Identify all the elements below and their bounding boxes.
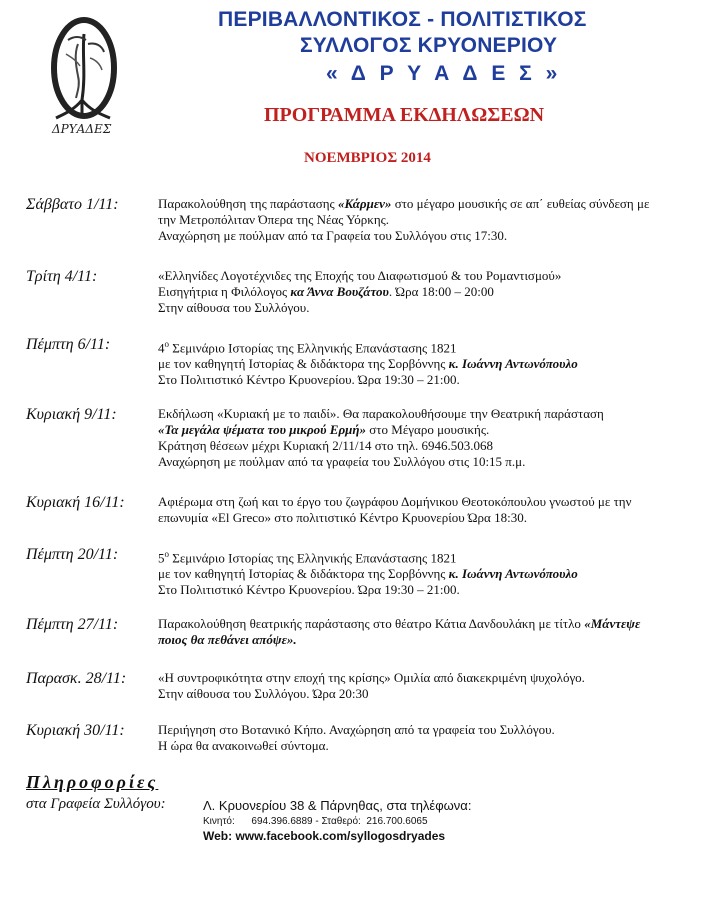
text: την Μετροπόλιταν Όπερα της Νέας Υόρκης. <box>158 212 390 227</box>
text-emphasis: «Κάρμεν» <box>337 196 392 211</box>
event-description <box>158 616 640 648</box>
text: Αναχώρηση με πούλμαν από τα Γραφεία του Συλλόγου στις 17:30. <box>158 228 508 243</box>
event-description <box>158 722 555 754</box>
text-emphasis: κα Άννα Βουζάτου <box>290 284 389 299</box>
text: Στην αίθουσα του Συλλόγου. <box>158 300 310 315</box>
text: Η ώρα θα ανακοινωθεί σύντομα. <box>158 738 329 753</box>
info-title: Πληροφορίες <box>26 772 159 792</box>
event-description <box>158 336 578 388</box>
text-emphasis: «Τα μεγάλα ψέματα του μικρού Ερμή» <box>158 422 367 437</box>
text: Εκδήλωση «Κυριακή με το παιδί». Θα παρακολουθήσουμε την Θεατρική παράσταση <box>158 406 604 421</box>
text-emphasis: κ. Ιωάννη Αντωνόπουλο <box>448 566 578 582</box>
info-phones: Κινητό: 694.396.6889 - Σταθερό: 216.700.6065 <box>203 816 428 827</box>
text: Στην αίθουσα του Συλλόγου. Ώρα 20:30 <box>158 686 369 701</box>
info-where: στα Γραφεία Συλλόγου: <box>26 796 166 812</box>
text-emphasis: ποιος θα πεθάνει απόψε». <box>158 632 297 647</box>
info-web-link[interactable]: Web: www.facebook.com/syllogosdryades <box>203 829 446 843</box>
text: Αφιέρωμα στη ζωή και το έργο του ζωγράφου Δομήνικου Θεοτοκόπουλου γνωστού με την <box>158 494 632 509</box>
text: Στο Πολιτιστικό Κέντρο Κρυονερίου. Ώρα 19:30 – 21:00. <box>158 372 460 388</box>
text: επωνυμία «El Greco» στο πολιτιστικό Κέντρο Κρυονερίου Ώρα 18:30. <box>158 510 527 525</box>
header-line-2: ΣΥΛΛΟΓΟΣ ΚΡΥΟΝΕΡΙΟΥ <box>300 34 558 57</box>
event-description <box>158 670 585 702</box>
event-date: Πέμπτη 6/11: <box>26 336 111 353</box>
event-date: Κυριακή 30/11: <box>26 722 125 739</box>
event-date: Παρασκ. 28/11: <box>26 670 127 687</box>
text: Σεμινάριο Ιστορίας της Ελληνικής Επανάστασης 1821 <box>169 340 457 356</box>
text: Εισηγήτρια η Φιλόλογος <box>158 284 291 299</box>
superscript: ο <box>164 339 169 349</box>
text: Παρακολούθηση θεατρικής παράστασης στο θέατρο Κάτια Δανδουλάκη με τίτλο <box>158 616 585 631</box>
text: . Ώρα 18:00 – 20:00 <box>388 284 494 299</box>
event-description <box>158 546 578 598</box>
text: «Ελληνίδες Λογοτέχνιδες της Εποχής του Διαφωτισμού & του Ρομαντισμού» <box>158 268 562 283</box>
event-description <box>158 494 631 526</box>
event-date: Κυριακή 16/11: <box>26 494 125 511</box>
text: Παρακολούθηση της παράστασης <box>158 196 338 211</box>
text: με τον καθηγητή Ιστορίας & διδάκτορα της Σορβόννης <box>158 356 449 372</box>
header-line-1: ΠΕΡΙΒΑΛΛΟΝΤΙΚΟΣ - ΠΟΛΙΤΙΣΤΙΚΟΣ <box>218 8 587 31</box>
text: Σεμινάριο Ιστορίας της Ελληνικής Επανάστασης 1821 <box>169 550 457 566</box>
event-date: Πέμπτη 20/11: <box>26 546 119 563</box>
text: Αναχώρηση με πούλμαν από τα γραφεία του Συλλόγου στις 10:15 π.μ. <box>158 454 526 469</box>
text: 4 <box>158 340 165 356</box>
text-emphasis: κ. Ιωάννη Αντωνόπουλο <box>448 356 578 372</box>
event-description <box>158 196 649 244</box>
event-date: Πέμπτη 27/11: <box>26 616 119 633</box>
text: με τον καθηγητή Ιστορίας & διδάκτορα της Σορβόννης <box>158 566 449 582</box>
event-description <box>158 268 561 316</box>
text: στο μέγαρο μουσικής σε απ΄ ευθείας σύνδεση με <box>391 196 650 211</box>
text: Περιήγηση στο Βοτανικό Κήπο. Αναχώρηση από τα γραφεία του Συλλόγου. <box>158 722 555 737</box>
logo-caption: ΔΡΥΑΔΕΣ <box>52 122 112 136</box>
superscript: ο <box>164 549 169 559</box>
month-title: ΝΟΕΜΒΡΙΟΣ 2014 <box>304 150 431 166</box>
header-line-3: « Δ Ρ Υ Α Δ Ε Σ » <box>326 62 562 85</box>
info-address: Λ. Κρυονερίου 38 & Πάρνηθας, στα τηλέφωνα: <box>203 798 472 813</box>
logo-dryades <box>38 14 130 142</box>
event-date: Τρίτη 4/11: <box>26 268 98 285</box>
text: Κράτηση θέσεων μέχρι Κυριακή 2/11/14 στο τηλ. 6946.503.068 <box>158 438 494 453</box>
text: Στο Πολιτιστικό Κέντρο Κρυονερίου. Ώρα 19:30 – 21:00. <box>158 582 460 598</box>
event-date: Κυριακή 9/11: <box>26 406 117 423</box>
text: «Η συντροφικότητα στην εποχή της κρίσης» Ομιλία από διακεκριμένη ψυχολόγο. <box>158 670 585 685</box>
text: 5 <box>158 550 165 566</box>
event-description <box>158 406 604 470</box>
event-date: Σάββατο 1/11: <box>26 196 119 213</box>
text: στο Μέγαρο μουσικής. <box>366 422 490 437</box>
text-emphasis: «Μάντεψε <box>584 616 641 631</box>
program-title: ΠΡΟΓΡΑΜΜΑ ΕΚΔΗΛΩΣΕΩΝ <box>264 104 545 126</box>
